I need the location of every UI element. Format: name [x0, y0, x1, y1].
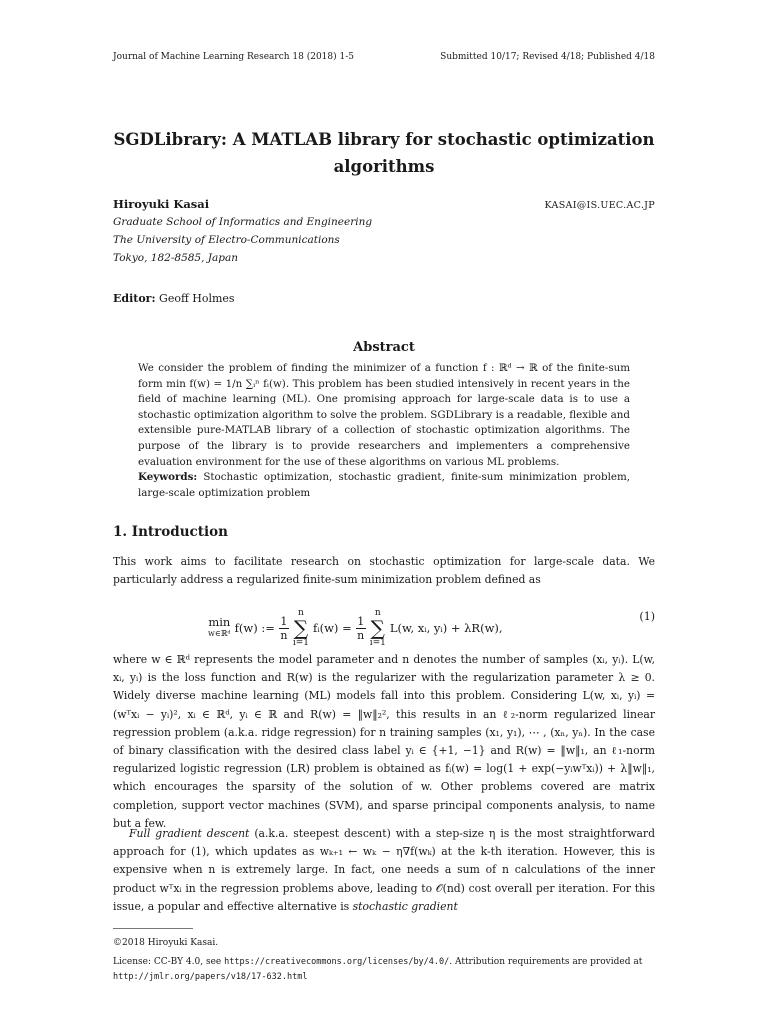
copyright-notice: ©2018 Hiroyuki Kasai. [113, 938, 219, 948]
intro-paragraph-1: This work aims to facilitate research on stochastic optimization for large-scale data. We particularly address a regularized finite-sum minimization problem defined as [113, 555, 655, 587]
abstract-heading: Abstract [353, 340, 415, 355]
eq-term-1: fᵢ(w) = [313, 621, 352, 635]
paper-link[interactable]: http://jmlr.org/papers/v18/17-632.html [113, 972, 308, 982]
affiliation-line: Tokyo, 182-8585, Japan [113, 252, 239, 264]
section-heading-introduction: 1. Introduction [113, 524, 228, 540]
affiliation-line: The University of Electro-Communications [113, 234, 340, 246]
eq-lhs: f(w) := [234, 621, 275, 635]
page-footer [113, 936, 655, 985]
affiliation-line: Graduate School of Informatics and Engineering [113, 216, 373, 228]
intro-paragraph-2: where w ∈ ℝᵈ represents the model parameter and n denotes the number of samples (xᵢ, yᵢ). L(w, xᵢ, yᵢ) is the loss function and R(w) is the regularizer with the regularization parameter λ ≥ 0. Widely diverse machine learning (ML) models fall into this problem. Considering L(w, xᵢ, yᵢ) = (wᵀxᵢ − yᵢ)², xᵢ ∈ ℝᵈ, yᵢ ∈ ℝ and R(w) = ‖w‖₂², this results in an ℓ₂-norm regularized linear regression problem (a.k.a. ridge regression) for n training samples (x₁, y₁), ⋯ , (xₙ, yₙ). In the case of binary classification with the desired class label yᵢ ∈ {+1, −1} and R(w) = ‖w‖₁, an ℓ₁-norm regularized logistic regression (LR) problem is obtained as fᵢ(w) = log(1 + exp(−yᵢwᵀxᵢ)) + λ‖w‖₁, which encourages the sparsity of the solution of w. Other problems covered are matrix completion, support vector machines (SVM), and sparse principal components analysis, to name but a few. [113, 653, 655, 830]
abstract-body [138, 361, 630, 501]
editor-label: Editor: [113, 292, 156, 305]
emphasis-stochastic-gradient: stochastic gradient [352, 899, 458, 913]
author-block [113, 197, 655, 267]
editor-line [113, 292, 235, 305]
submission-dates: Submitted 10/17; Revised 4/18; Published 4/18 [440, 52, 655, 62]
journal-citation: Journal of Machine Learning Research 18 (2018) 1-5 [113, 52, 354, 62]
eq-fraction: $\frac{1}{n}$ [280, 614, 288, 642]
license-notice: License: CC-BY 4.0, see https://creativecommons.org/licenses/by/4.0/. Attribution requirements are provided at http://jmlr.org/papers/v18/17-632.html [113, 957, 643, 982]
eq-min-operator: min w∈ℝᵈ [208, 615, 231, 638]
eq-term-2: L(w, xᵢ, yᵢ) + λR(w), [389, 621, 503, 635]
title-line-2: algorithms [333, 157, 435, 176]
author-name: Hiroyuki Kasai [113, 197, 210, 211]
title-line-1: SGDLibrary: A MATLAB library for stochastic optimization [113, 130, 655, 149]
running-header [113, 52, 655, 62]
emphasis-full-gradient: Full gradient descent [129, 827, 250, 840]
equation-1 [113, 598, 655, 648]
editor-name: Geoff Holmes [159, 292, 235, 305]
paper-title [100, 126, 668, 180]
keywords-text: Stochastic optimization, stochastic gradient, finite-sum minimization problem, large-scale optimization problem [138, 471, 630, 499]
equation-number: (1) [639, 610, 655, 623]
paragraph-3-text: (a.k.a. steepest descent) with a step-size η is the most straightforward approach for (1), which updates as wₖ₊₁ ← wₖ − η∇f(wₖ) at the k-th iteration. However, this is expensive when n is extremely large. In fact, one needs a sum of n calculations of the inner product wᵀxᵢ in the regression problems above, leading to 𝒪(nd) cost overall per iteration. For this issue, a popular and effective alternative is [113, 827, 656, 913]
abstract-text: We consider the problem of finding the minimizer of a function f : ℝᵈ → ℝ of the finite-sum form min f(w) = 1/n ∑ᵢⁿ fᵢ(w). This problem has been studied intensively in recent years in the field of machine learning (ML). One promising approach for large-scale data is to use a stochastic optimization algorithm to solve the problem. SGDLibrary is a readable, flexible and extensible pure-MATLAB library of a collection of stochastic optimization algorithms. The purpose of the library is to provide researchers and implementers a comprehensive evaluation environment for the use of these algorithms on various ML problems. [138, 362, 630, 468]
eq-summation: n ∑ i=1 [369, 608, 386, 648]
author-email: KASAI@IS.UEC.AC.JP [544, 200, 655, 211]
author-affiliation [113, 213, 655, 267]
eq-summation: n ∑ i=1 [292, 608, 310, 648]
intro-paragraph-3 [113, 825, 655, 916]
footnote-rule [113, 928, 193, 929]
eq-fraction: $\frac{1}{n}$ [357, 614, 365, 642]
license-link[interactable]: https://creativecommons.org/licenses/by/4.0/ [224, 957, 450, 967]
keywords-label: Keywords: [138, 471, 198, 484]
